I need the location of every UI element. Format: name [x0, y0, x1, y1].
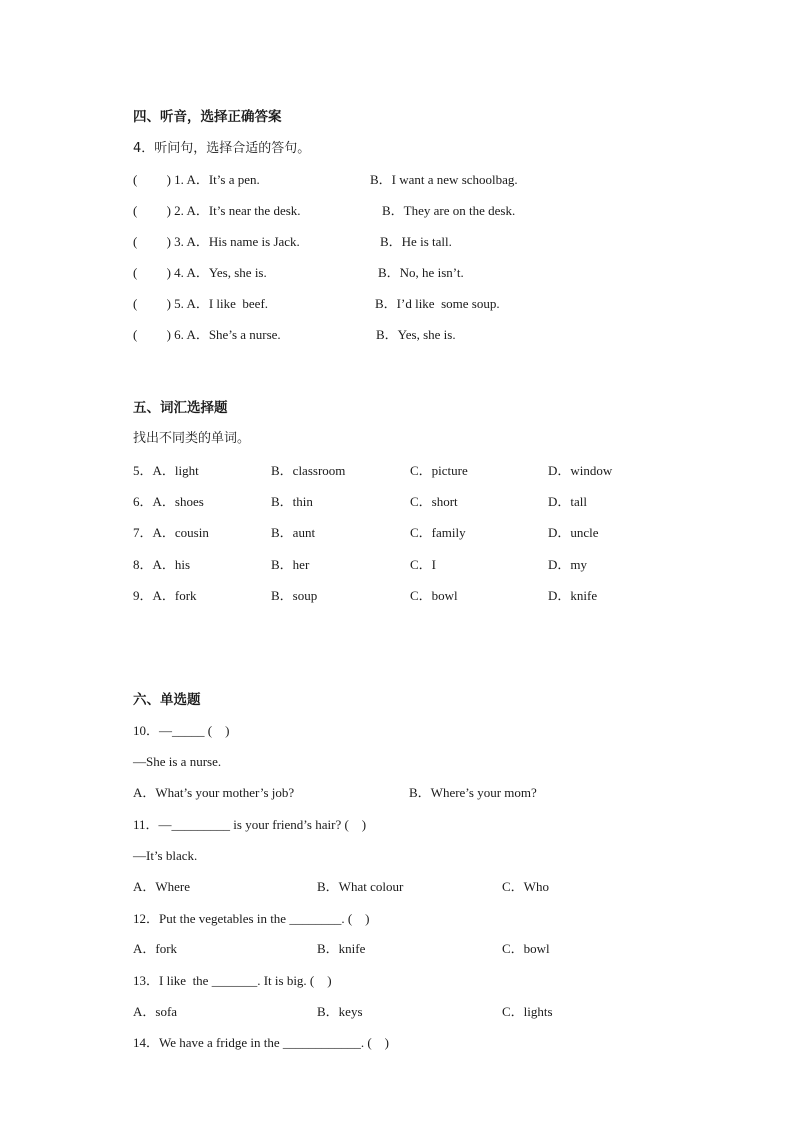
question-12-option-b: B．knife: [317, 941, 366, 956]
question-11-option-c: C．Who: [502, 879, 549, 894]
listening-item-3-b: B．He is tall.: [380, 234, 452, 249]
vocab-6-option-a: 6．A．shoes: [133, 494, 204, 509]
vocab-6-option-d: D．tall: [548, 494, 587, 509]
question-10-option-a: A．What’s your mother’s job?: [133, 785, 295, 800]
question-10-option-b: B．Where’s your mom?: [409, 785, 537, 800]
section-4-title: 四、听音，选择正确答案: [133, 109, 282, 125]
question-14-stem: 14．We have a fridge in the ____________. ( ): [133, 1035, 390, 1050]
vocab-9-option-d: D．knife: [548, 588, 598, 603]
vocab-6-option-b: B．thin: [271, 494, 313, 509]
vocab-7-option-a: 7．A．cousin: [133, 525, 209, 540]
question-11-option-b: B．What colour: [317, 879, 404, 894]
question-13-option-c: C．lights: [502, 1004, 553, 1019]
question-12-option-a: A．fork: [133, 941, 178, 956]
question-13-stem: 13．I like the _______. It is big. ( ): [133, 973, 332, 988]
listening-item-4-a: ( ) 4. A．Yes, she is.: [133, 265, 267, 280]
question-11-stem: 11．—_________ is your friend’s hair? ( ): [133, 817, 367, 832]
listening-item-1-a: ( ) 1. A．It’s a pen.: [133, 172, 260, 187]
listening-item-1-b: B．I want a new schoolbag.: [370, 172, 518, 187]
section-5-title: 五、词汇选择题: [133, 400, 228, 416]
question-10-reply: —She is a nurse.: [133, 754, 222, 769]
listening-item-2-b: B．They are on the desk.: [382, 203, 516, 218]
vocab-5-option-c: C．picture: [410, 463, 468, 478]
section-5-instruction: 找出不同类的单词。: [133, 431, 251, 446]
question-13-option-a: A．sofa: [133, 1004, 178, 1019]
question-12-stem: 12．Put the vegetables in the ________. ( ): [133, 911, 370, 926]
vocab-7-option-c: C．family: [410, 525, 466, 540]
section-6-title: 六、单选题: [133, 692, 201, 708]
vocab-8-option-b: B．her: [271, 557, 310, 572]
question-11-option-a: A．Where: [133, 879, 191, 894]
listening-item-5-b: B．I’d like some soup.: [375, 296, 500, 311]
vocab-8-option-c: C．I: [410, 557, 437, 572]
question-10-stem: 10．—_____ ( ): [133, 723, 230, 738]
listening-item-5-a: ( ) 5. A．I like beef.: [133, 296, 269, 311]
listening-item-6-b: B．Yes, she is.: [376, 327, 456, 342]
vocab-8-option-a: 8．A．his: [133, 557, 191, 572]
vocab-5-option-b: B．classroom: [271, 463, 346, 478]
vocab-8-option-d: D．my: [548, 557, 588, 572]
vocab-7-option-d: D．uncle: [548, 525, 599, 540]
listening-item-4-b: B．No, he isn’t.: [378, 265, 464, 280]
question-13-option-b: B．keys: [317, 1004, 363, 1019]
section-4-instruction: 4．听问句，选择合适的答句。: [133, 141, 311, 156]
listening-item-2-a: ( ) 2. A．It’s near the desk.: [133, 203, 301, 218]
vocab-6-option-c: C．short: [410, 494, 458, 509]
listening-item-3-a: ( ) 3. A．His name is Jack.: [133, 234, 300, 249]
listening-item-6-a: ( ) 6. A．She’s a nurse.: [133, 327, 281, 342]
vocab-9-option-c: C．bowl: [410, 588, 458, 603]
vocab-5-option-d: D．window: [548, 463, 613, 478]
question-11-reply: —It’s black.: [133, 848, 198, 863]
vocab-5-option-a: 5．A．light: [133, 463, 199, 478]
question-12-option-c: C．bowl: [502, 941, 550, 956]
vocab-9-option-a: 9．A．fork: [133, 588, 197, 603]
vocab-9-option-b: B．soup: [271, 588, 318, 603]
vocab-7-option-b: B．aunt: [271, 525, 316, 540]
